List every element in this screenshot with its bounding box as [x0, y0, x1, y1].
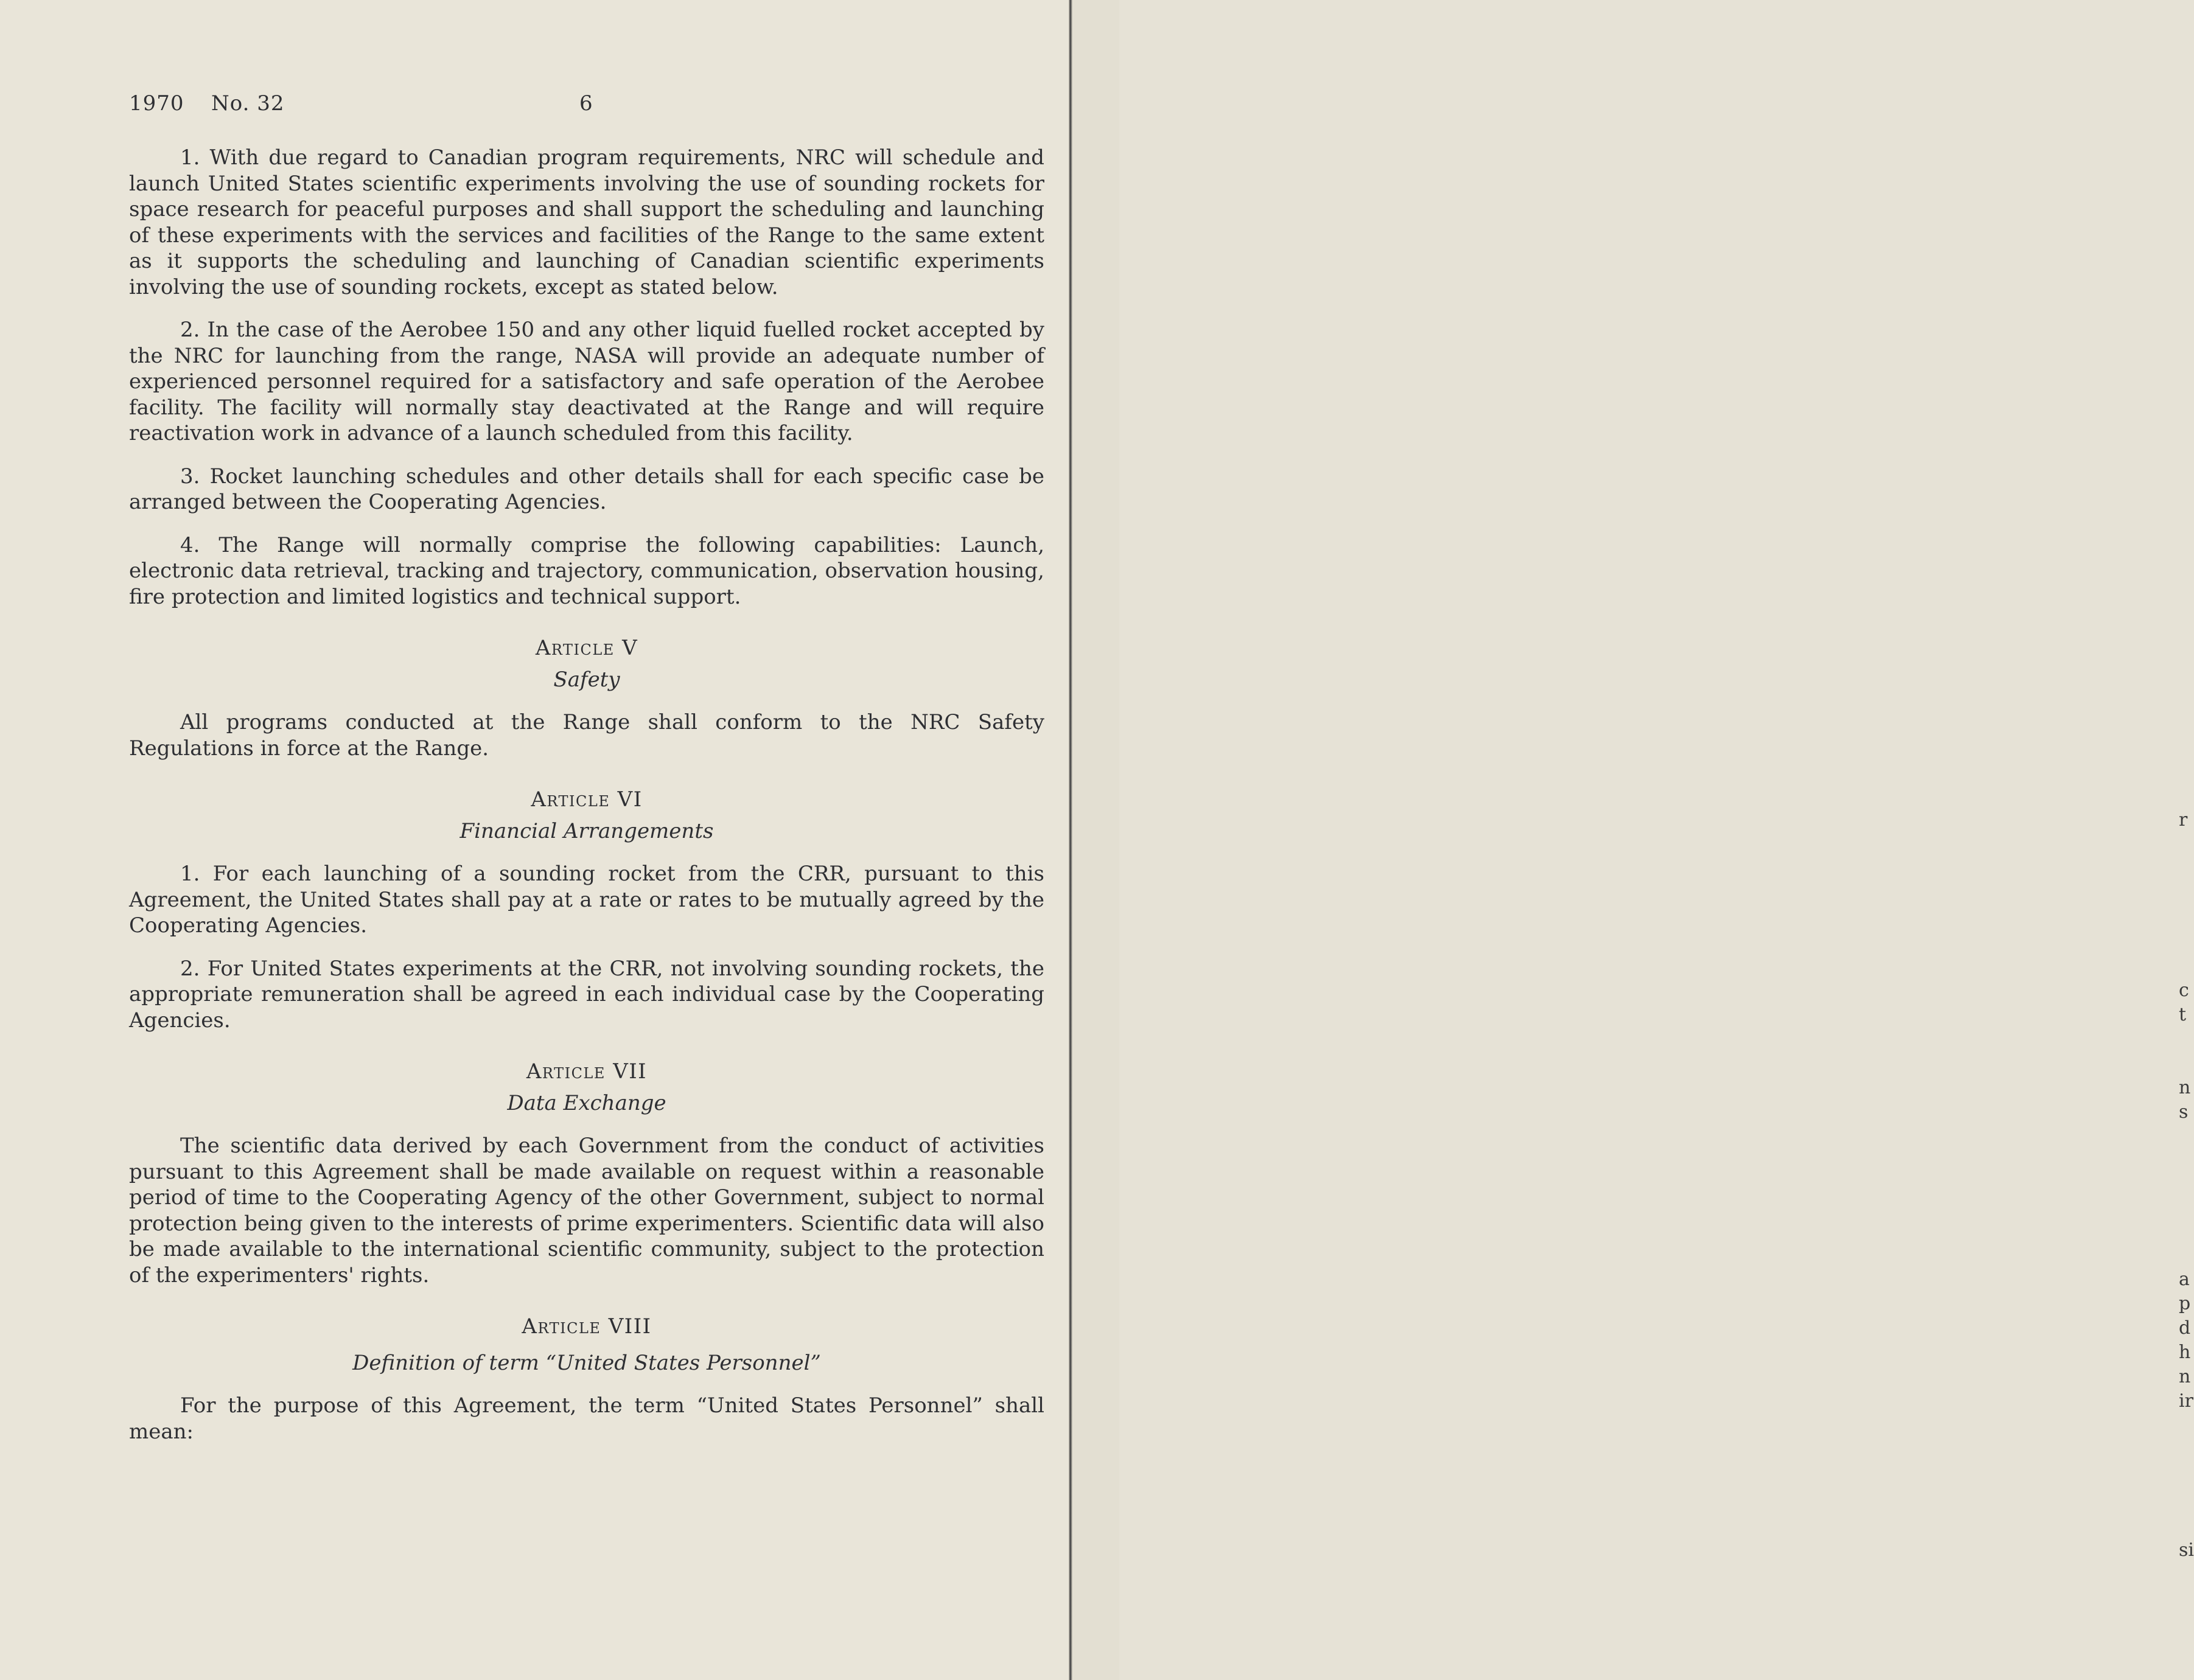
paragraph: All programs conducted at the Range shall conform to the NRC Safety Regulations in force at the Range. — [129, 710, 1044, 761]
adjacent-page-fragment: p — [2179, 1293, 2191, 1314]
adjacent-page-fragment: si — [2179, 1539, 2194, 1561]
paragraph: 1. For each launching of a sounding rocket from the CRR, pursuant to this Agreement, the United States shall pay at a rate or rates to be mutually agreed by the Cooperating Agencies. — [129, 862, 1044, 938]
adjacent-page-fragment: a — [2179, 1269, 2190, 1290]
adjacent-page-fragment: c — [2179, 980, 2189, 1001]
article-heading: Article VIII — [522, 1314, 652, 1339]
paragraph: For the purpose of this Agreement, the term “United States Personnel” shall mean: — [129, 1393, 1044, 1444]
article-heading: Article VI — [531, 787, 643, 812]
paragraph: 3. Rocket launching schedules and other details shall for each specific case be arranged between the Cooperating Agencies. — [129, 464, 1044, 514]
paragraph: 1. With due regard to Canadian program requirements, NRC will schedule and launch United States scientific experiments involving the use of sounding rockets for space research for peaceful purposes and shall support the scheduling and launching of these experiments with the services and facilities of the Range to the same extent as it supports the scheduling and launching of Canadian scientific experiments involving the use of sounding rockets, except as stated below. — [129, 145, 1044, 299]
header-number: No. 32 — [211, 91, 285, 116]
adjacent-page-fragment: r — [2179, 809, 2188, 831]
paragraph: 2. For United States experiments at the CRR, not involving sounding rockets, the appropriate remuneration shall be agreed in each individual case by the Cooperating Agencies. — [129, 956, 1044, 1033]
adjacent-page-fragment: h — [2179, 1342, 2191, 1363]
article-heading: Article V — [535, 636, 638, 660]
document-body — [129, 145, 1044, 1445]
article-heading: Article VII — [526, 1059, 648, 1084]
paragraph: 2. In the case of the Aerobee 150 and any other liquid fuelled rocket accepted by the NRC for launching from the range, NASA will provide an adequate number of experienced personnel required for a satisfactory and safe operation of the Aerobee facility. The facility will normally stay deactivated at the Range and will require reactivation work in advance of a launch scheduled from this facility. — [129, 318, 1044, 445]
article-subtitle: Safety — [553, 667, 620, 692]
paragraph: 4. The Range will normally comprise the following capabilities: Launch, electronic data retrieval, tracking and trajectory, communication, observation housing, fire protection and limited logistics and technical support. — [129, 532, 1044, 609]
adjacent-page-fragment: t — [2179, 1004, 2187, 1025]
page-number: 6 — [579, 91, 593, 116]
paragraph: The scientific data derived by each Government from the conduct of activities pursuant to this Agreement shall be made available on request within a reasonable period of time to the Cooperating Agency of the other Government, subject to normal protection being given to the interests of prime experimenters. Scientific data will also be made available to the international scientific community, subject to the protection of the experimenters' rights. — [129, 1134, 1044, 1288]
adjacent-page-edge — [1072, 0, 2194, 1680]
article-subtitle: Data Exchange — [507, 1091, 666, 1115]
article-subtitle: Definition of term “United States Personnel” — [352, 1351, 821, 1375]
adjacent-page-fragment: n — [2179, 1366, 2191, 1387]
adjacent-page-fragment: ir — [2179, 1390, 2193, 1412]
header-year: 1970 — [129, 91, 184, 116]
article-subtitle: Financial Arrangements — [459, 819, 714, 843]
adjacent-page-fragment: d — [2179, 1317, 2191, 1339]
adjacent-page-fragment: n — [2179, 1077, 2191, 1098]
adjacent-page-fragment: s — [2179, 1101, 2189, 1123]
